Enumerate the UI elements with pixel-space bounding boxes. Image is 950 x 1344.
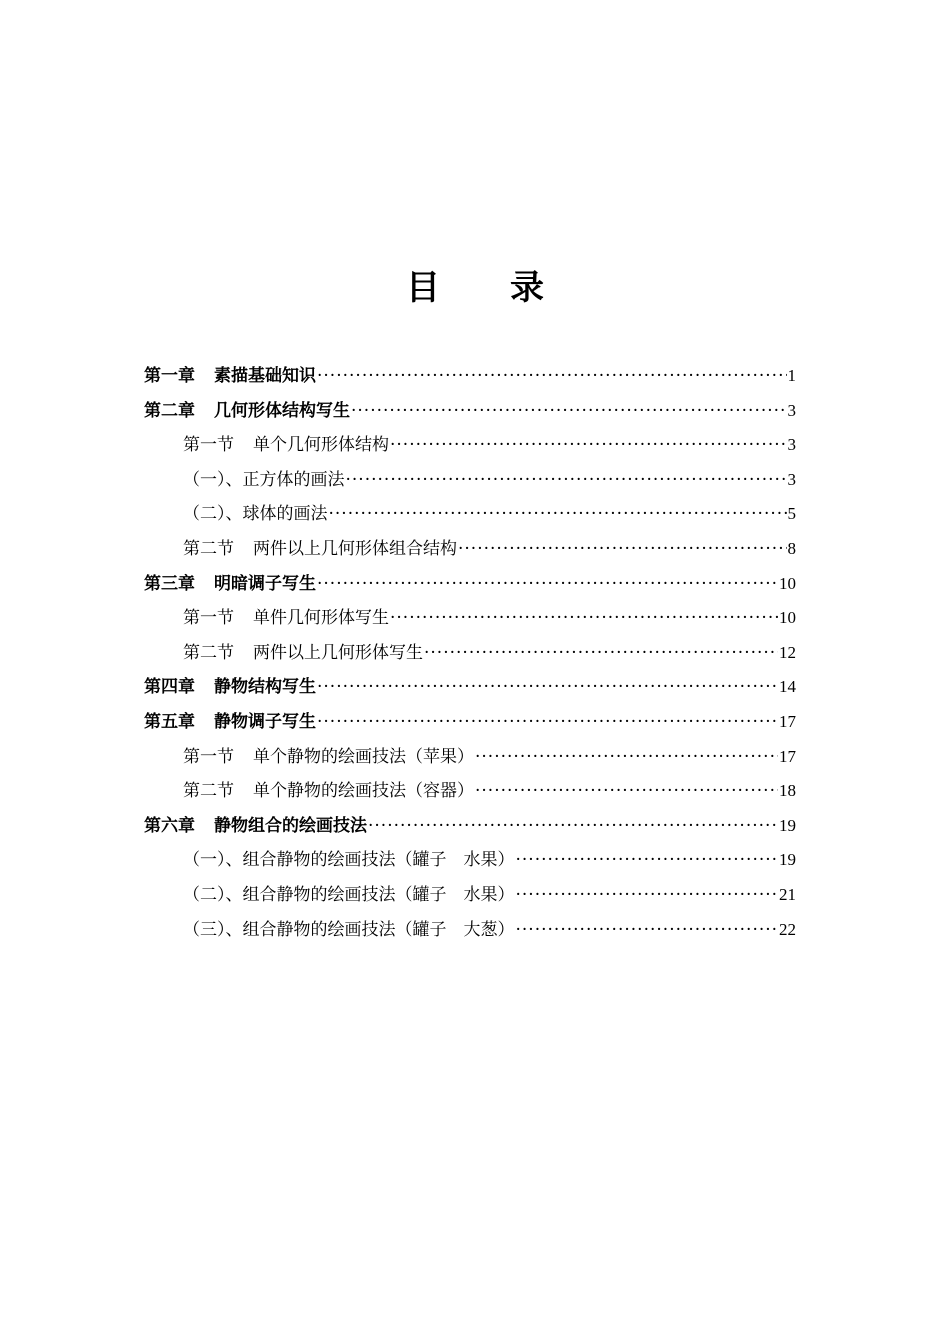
toc-entry-title: 静物调子写生 [214,711,316,732]
toc-entry-title: 明暗调子写生 [214,573,316,594]
toc-entry[interactable] [144,913,796,948]
toc-entry-title: （二）、组合静物的绘画技法（罐子 水果） [183,884,515,905]
dot-leader [475,740,778,775]
toc-entry[interactable] [144,532,796,567]
toc-entry[interactable] [144,497,796,532]
toc-entry[interactable] [144,705,796,740]
toc-entry[interactable] [144,878,796,913]
toc-entry-page-number: 19 [779,815,796,835]
toc-entry-title: 单个几何形体结构 [253,435,389,456]
toc-entry-number: 第五章 [144,711,195,732]
dot-leader [516,913,779,948]
toc-entry[interactable] [144,670,796,705]
dot-leader [424,636,778,671]
toc-entry-page-number: 14 [779,677,796,697]
toc-entry[interactable] [144,740,796,775]
toc-entry[interactable] [144,428,796,463]
title-char-1: 目 [406,268,440,308]
title-char-2: 录 [510,268,544,308]
toc-entry-page-number: 1 [787,366,796,385]
toc-entry[interactable] [144,774,796,809]
dot-leader [390,428,787,463]
toc-entry[interactable] [144,463,796,498]
page-title [0,262,950,314]
dot-leader [317,359,787,394]
toc-entry-number: 第一节 [183,746,234,767]
dot-leader [475,774,778,809]
dot-leader [346,463,787,498]
dot-leader [317,705,778,740]
toc-entry-title: 两件以上几何形体写生 [253,642,423,663]
dot-leader [329,497,787,532]
dot-leader [458,532,787,567]
table-of-contents [144,359,796,947]
toc-entry-title: 两件以上几何形体组合结构 [253,538,457,559]
toc-entry-page-number: 12 [779,642,796,662]
toc-entry-number: 第四章 [144,677,195,698]
toc-entry-number: 第三章 [144,573,195,594]
toc-entry-page-number: 3 [787,400,796,420]
toc-entry[interactable] [144,636,796,671]
toc-entry-title: 单个静物的绘画技法（容器） [253,781,474,802]
toc-entry-page-number: 22 [779,919,796,939]
toc-entry[interactable] [144,809,796,844]
dot-leader [516,878,779,913]
toc-entry-page-number: 18 [779,781,796,801]
toc-entry-page-number: 8 [787,538,796,558]
toc-entry-page-number: 19 [779,850,796,870]
toc-entry-title: （三）、组合静物的绘画技法（罐子 大葱） [183,919,515,940]
dot-leader [317,670,778,705]
toc-entry-title: （一）、组合静物的绘画技法（罐子 水果） [183,850,515,871]
toc-entry-title: 素描基础知识 [214,366,316,386]
toc-entry-title: 几何形体结构写生 [214,400,350,421]
dot-leader [351,394,787,429]
toc-entry-title: 静物组合的绘画技法 [214,815,367,836]
toc-entry-number: 第二节 [183,781,234,802]
toc-entry-page-number: 17 [779,746,796,766]
toc-entry-title: 静物结构写生 [214,677,316,698]
toc-entry-title: （二）、球体的画法 [183,504,328,525]
toc-entry[interactable] [144,359,796,394]
toc-entry-title: 单件几何形体写生 [253,608,389,629]
toc-entry-page-number: 21 [779,884,796,904]
toc-entry-page-number: 10 [779,573,796,593]
toc-entry-page-number: 17 [779,711,796,731]
toc-entry-number: 第二节 [183,538,234,559]
toc-entry[interactable] [144,601,796,636]
dot-leader [516,843,779,878]
toc-entry-page-number: 3 [787,469,796,489]
dot-leader [317,567,778,602]
toc-entry-number: 第二章 [144,400,195,421]
toc-entry-title: 单个静物的绘画技法（苹果） [253,746,474,767]
toc-entry-title: （一）、正方体的画法 [183,469,345,490]
toc-entry-number: 第一节 [183,435,234,456]
toc-entry-page-number: 3 [787,435,796,455]
toc-entry[interactable] [144,843,796,878]
toc-entry-page-number: 5 [787,504,796,524]
toc-entry-number: 第六章 [144,815,195,836]
toc-entry-page-number: 10 [779,608,796,628]
toc-entry-number: 第一章 [144,366,195,386]
toc-entry-number: 第一节 [183,608,234,629]
toc-entry-number: 第二节 [183,642,234,663]
dot-leader [368,809,778,844]
dot-leader [390,601,778,636]
toc-entry[interactable] [144,394,796,429]
toc-entry[interactable] [144,567,796,602]
